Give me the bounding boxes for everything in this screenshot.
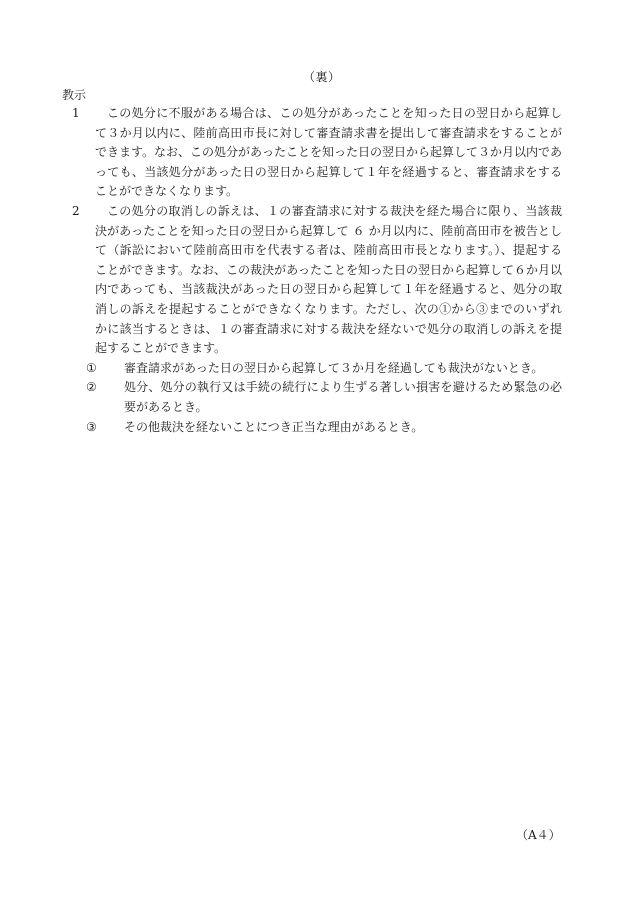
exception-text: 審査請求があった日の翌日から起算して３か月を経過しても裁決がないとき。 <box>124 360 544 375</box>
instruction-item-2 <box>62 202 562 359</box>
exception-list <box>62 359 562 437</box>
exception-text: その他裁決を経ないことにつき正当な理由があるとき。 <box>124 419 424 434</box>
paper-size-label: （A４） <box>516 828 561 842</box>
section-title: 教示 <box>62 88 87 102</box>
instructions-body <box>62 104 562 437</box>
exception-item <box>62 378 562 417</box>
exception-text: 処分、処分の執行又は手続の続行により生ずる著しい損害を避けるため緊急の必要があるとき。 <box>124 380 562 414</box>
page-header: （裏） <box>303 70 341 84</box>
exception-number: ① <box>86 360 97 375</box>
exception-number: ② <box>86 380 97 395</box>
item-text: この処分に不服がある場合は、この処分があったことを知った日の翌日から起算して３か月以内に、陸前高田市長に対して審査請求書を提出して審査請求をすることができます。なお、この処分があったことを知った日の翌日から起算して３か月以内であっても、当該処分があった日の翌日から起算して１年を経過すると、審査請求をすることができなくなります。 <box>95 106 562 199</box>
item-text: この処分の取消しの訴えは、１の審査請求に対する裁決を経た場合に限り、当該裁決があったことを知った日の翌日から起算して ６ か月以内に、陸前高田市を被告として（訴訟において陸前高田市を代表する者は、陸前高田市長となります。）、提起することができます。なお、この裁決があったことを知った日の翌日から起算して６か月以内であっても、当該裁決があった日の翌日から起算して１年を経過すると、処分の取消しの訴えを提起することができなくなります。ただし、次の①から③までのいずれかに該当するときは、１の審査請求に対する裁決を経ないで処分の取消しの訴えを提起することができます。 <box>95 203 562 356</box>
item-number: 1 <box>72 106 80 120</box>
item-number: 2 <box>72 203 80 218</box>
exception-item <box>62 418 562 438</box>
exception-number: ③ <box>86 419 97 434</box>
instruction-item-1 <box>62 104 562 202</box>
exception-item <box>62 359 562 379</box>
